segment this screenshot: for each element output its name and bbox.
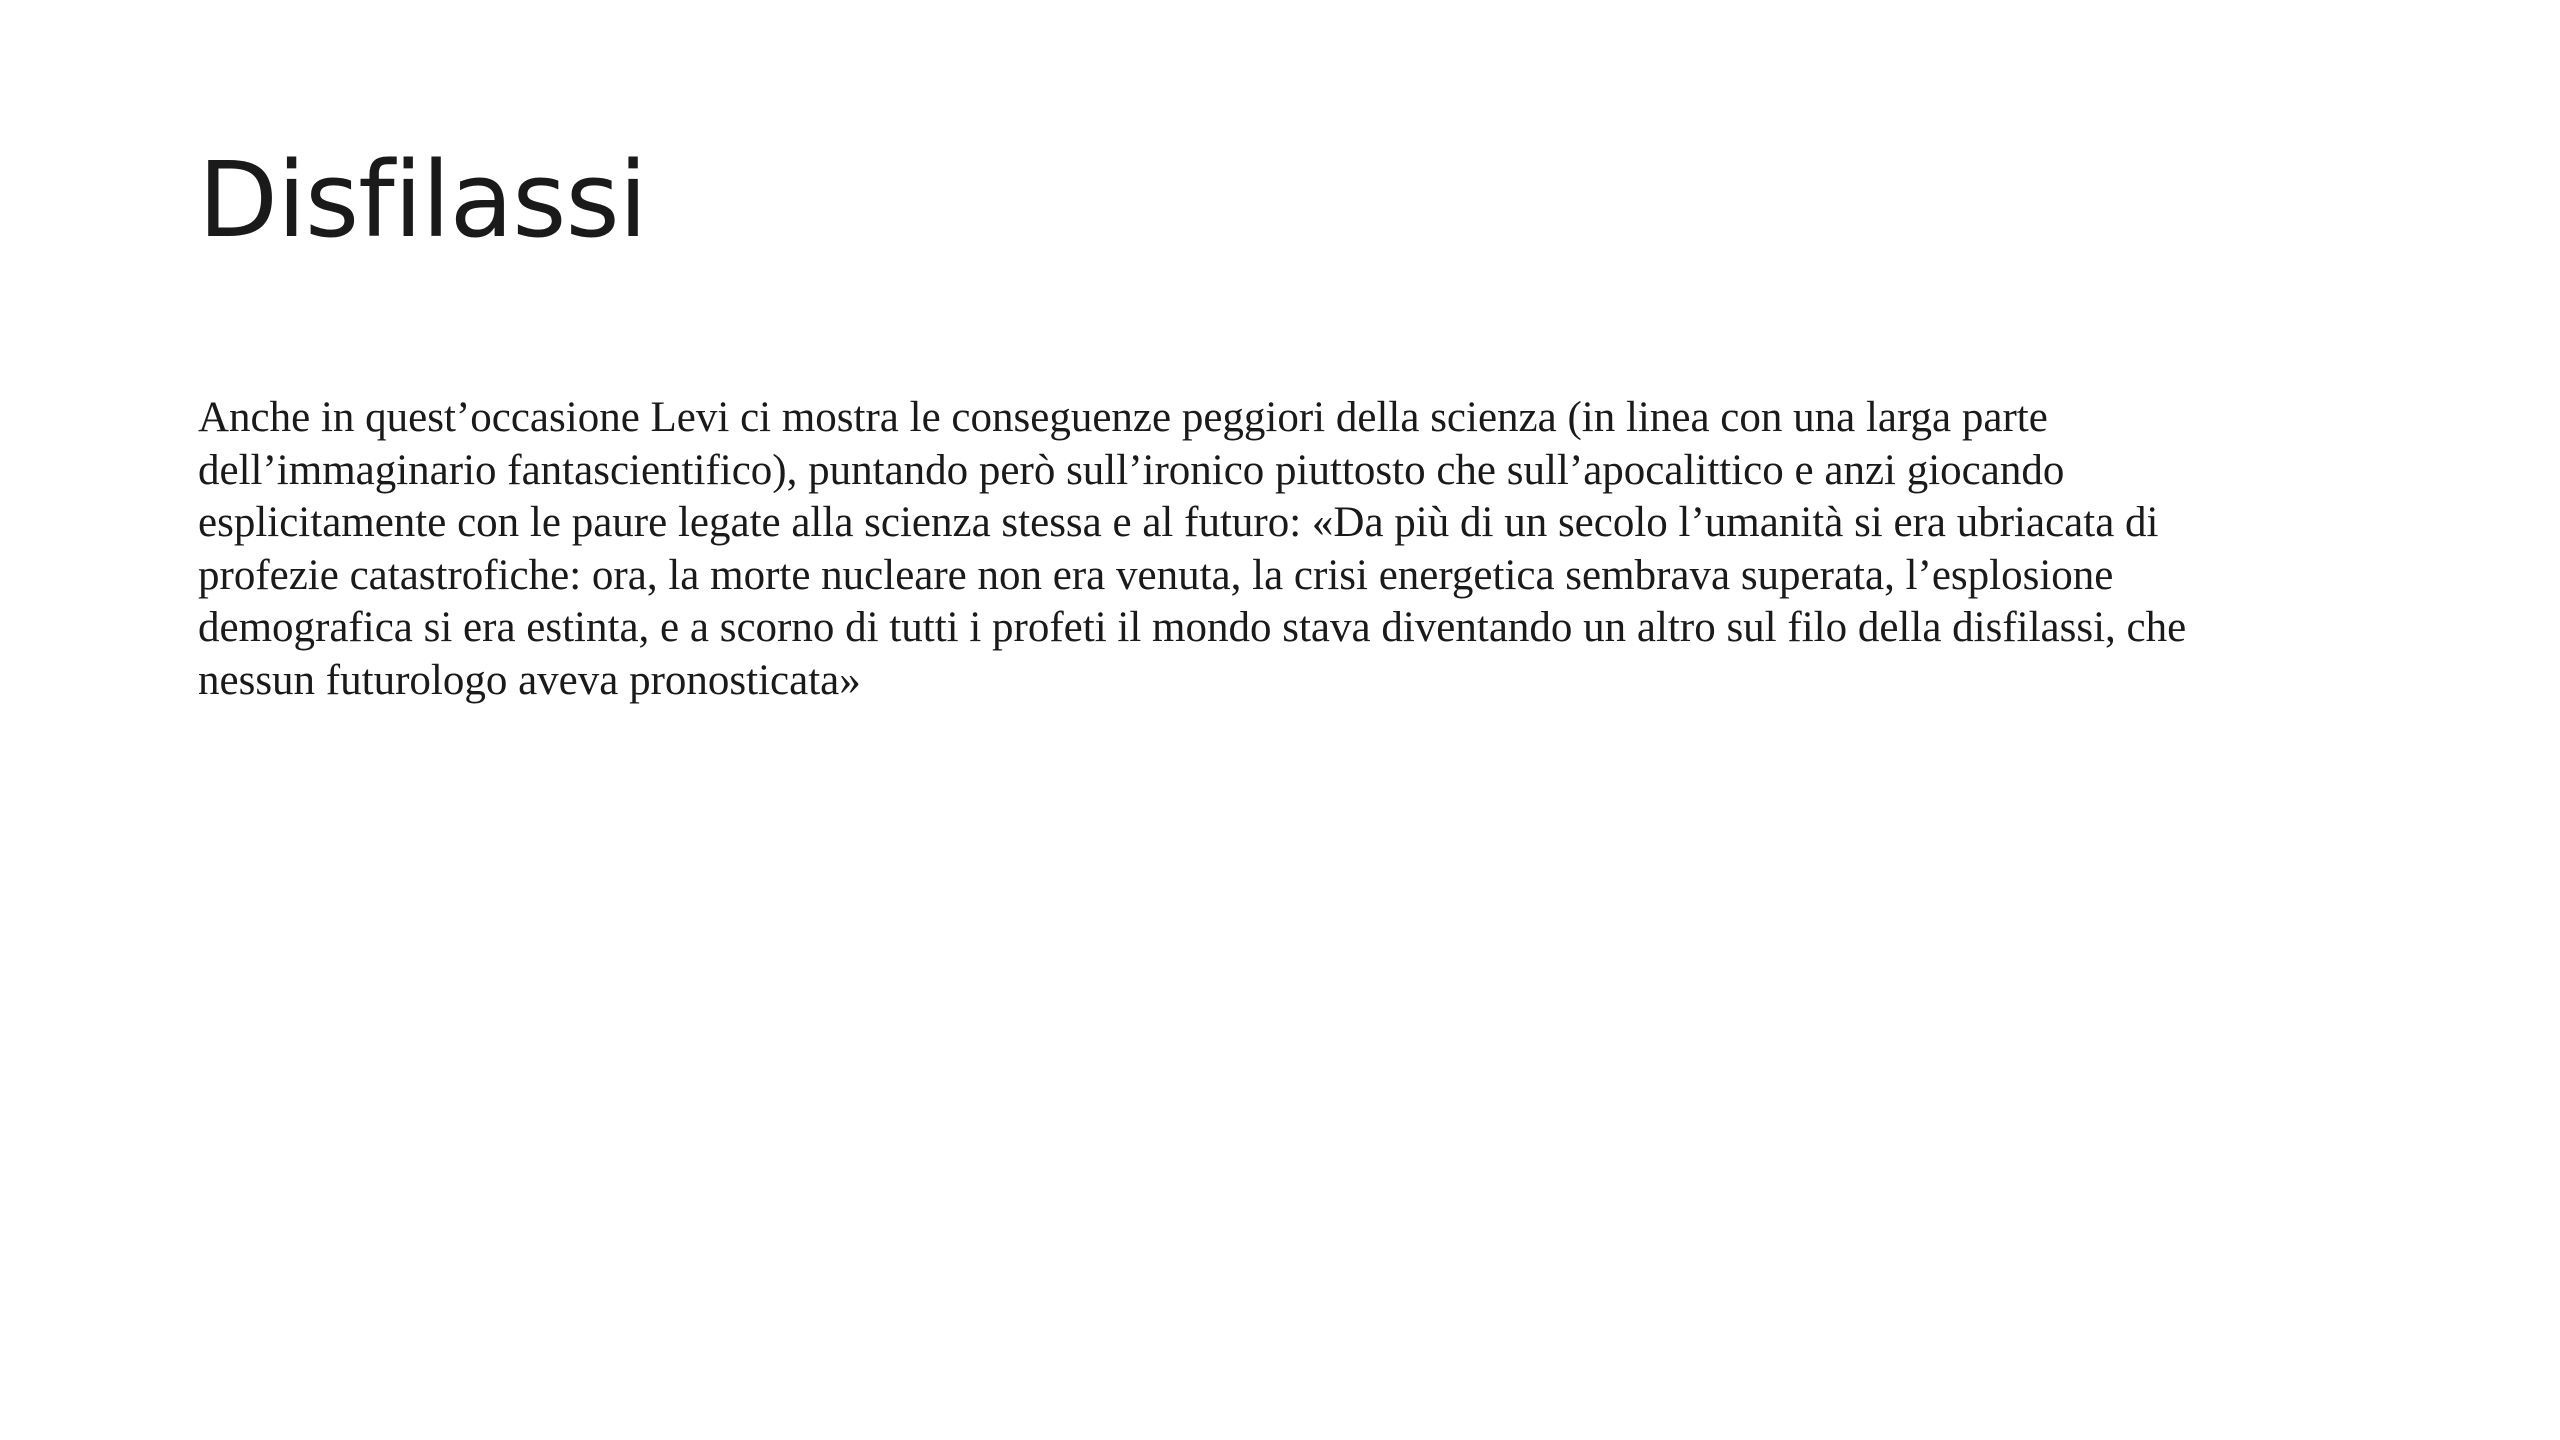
body-line: dell’immaginario fantascientifico), puntando però sull’ironico piuttosto che sull’apocalittico e anzi giocando: [198, 446, 2065, 494]
body-line: demografica si era estinta, e a scorno di tutti i profeti il mondo stava diventando un altro sul filo della disfilassi, che: [198, 604, 2187, 651]
body-line: nessun futurologo aveva pronosticata»: [198, 656, 861, 704]
slide-title: Disfilassi: [198, 139, 647, 261]
body-line: profezie catastrofiche: ora, la morte nucleare non era venuta, la crisi energetica sembrava superata, l’esplosione: [198, 551, 2114, 599]
body-line: esplicitamente con le paure legate alla scienza stessa e al futuro: «Da più di un secolo l’umanità si era ubriacata di: [198, 499, 2159, 546]
slide-body-text: [198, 392, 2398, 707]
body-line: Anche in quest’occasione Levi ci mostra le conseguenze peggiori della scienza (in linea con una larga parte: [198, 394, 2048, 441]
